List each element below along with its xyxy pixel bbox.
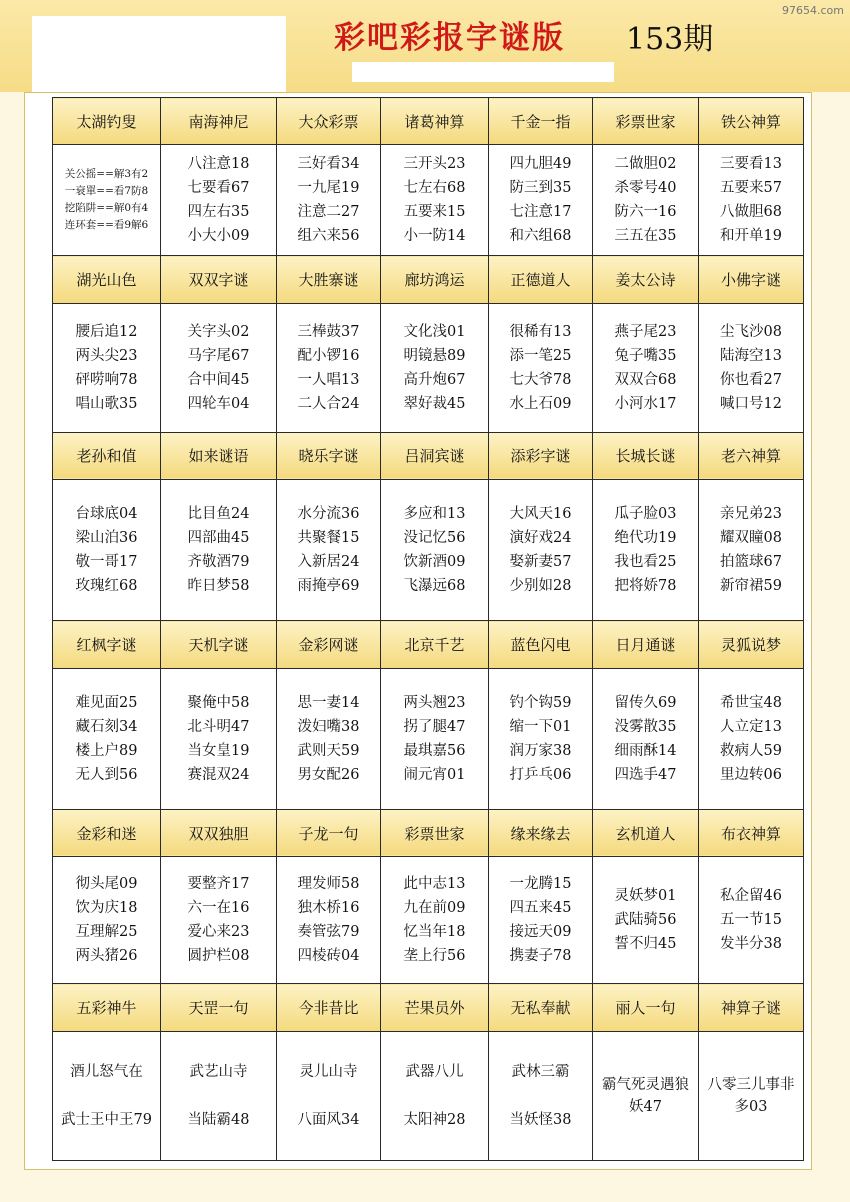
riddle-line: 四左右35 [187, 204, 250, 221]
column-author-name: 大众彩票 [277, 98, 381, 145]
riddle-line: 马字尾67 [187, 347, 250, 364]
riddle-line: 娶新妻57 [509, 554, 572, 571]
riddle-line: 最琪嘉56 [403, 742, 466, 759]
riddle-line: 五一节15 [720, 912, 782, 929]
riddle-line: 接远天09 [509, 924, 572, 941]
riddle-line: 明镜悬89 [403, 347, 466, 364]
column-author-name: 天罡一句 [161, 984, 277, 1031]
riddle-line: 和六组68 [509, 228, 572, 245]
column-author-name: 芒果员外 [381, 984, 489, 1031]
riddle-line: 小大小09 [187, 228, 250, 245]
riddle-line: 四棱砖04 [297, 948, 360, 965]
riddle-line: 挖陷阱==解0有4 [64, 202, 149, 215]
column-author-name: 长城长谜 [593, 432, 699, 479]
riddle-cell [161, 668, 277, 809]
riddle-cell [161, 303, 277, 432]
column-author-name: 无私奉献 [489, 984, 593, 1031]
riddle-line: 两头尖23 [75, 347, 138, 364]
riddle-line: 我也看25 [614, 554, 677, 571]
column-author-name: 红枫字谜 [53, 621, 161, 668]
riddle-line: 留传久69 [614, 694, 677, 711]
riddle-line: 连环套==看9解6 [64, 219, 149, 232]
riddle-line: 里边转06 [720, 766, 782, 783]
column-author-name: 老孙和值 [53, 432, 161, 479]
section-header-row [53, 621, 804, 668]
riddle-cell [277, 145, 381, 256]
riddle-cell [381, 857, 489, 984]
riddle-cell [489, 668, 593, 809]
riddle-line: 五要来15 [403, 204, 466, 221]
riddle-line: 一衰單==看7防8 [64, 185, 149, 198]
riddle-line: 七要看67 [187, 180, 250, 197]
riddle-line: 私企留46 [720, 888, 782, 905]
column-author-name: 今非昔比 [277, 984, 381, 1031]
riddle-line: 关字头02 [187, 323, 250, 340]
riddle-line: 入新居24 [297, 554, 360, 571]
riddle-cell [277, 1031, 381, 1160]
riddle-line: 人立定13 [720, 718, 782, 735]
section-body-row [53, 857, 804, 984]
riddle-line: 聚俺中58 [187, 694, 250, 711]
riddle-line: 文化浅01 [403, 323, 466, 340]
column-author-name: 布衣神算 [699, 809, 804, 856]
riddle-line: 救病人59 [720, 742, 782, 759]
riddle-cell [593, 145, 699, 256]
column-author-name: 铁公神算 [699, 98, 804, 145]
riddle-line: 携妻子78 [509, 948, 572, 965]
riddle-line: 难见面25 [75, 694, 138, 711]
riddle-sheet [24, 92, 812, 1170]
column-author-name: 老六神算 [699, 432, 804, 479]
column-author-name: 廊坊鸿运 [381, 256, 489, 303]
column-author-name: 日月通谜 [593, 621, 699, 668]
riddle-line: 武艺山寺 [189, 1063, 248, 1080]
riddle-line: 妖47 [629, 1098, 662, 1115]
section-header-row [53, 984, 804, 1031]
riddle-line: 武士王中王79 [61, 1111, 152, 1128]
riddle-line: 藏石刻34 [75, 718, 138, 735]
riddle-line: 七左右68 [403, 180, 466, 197]
riddle-cell [593, 857, 699, 984]
riddle-line: 钓个钩59 [509, 694, 572, 711]
column-author-name: 蓝色闪电 [489, 621, 593, 668]
column-author-name: 诸葛神算 [381, 98, 489, 145]
section-body-row [53, 303, 804, 432]
riddle-line: 杀零号40 [614, 180, 677, 197]
riddle-line: 缩一下01 [509, 718, 572, 735]
riddle-line: 陆海空13 [720, 347, 782, 364]
riddle-line: 奏管弦79 [297, 924, 360, 941]
riddle-line: 要整齐17 [187, 876, 250, 893]
riddle-line: 武器八儿 [405, 1063, 464, 1080]
riddle-line: 润万家38 [509, 742, 572, 759]
riddle-line: 无人到56 [75, 766, 138, 783]
issue-number: 153期 [626, 22, 714, 57]
riddle-line: 四轮车04 [187, 395, 250, 412]
riddle-cell [277, 303, 381, 432]
riddle-line: 三要看13 [720, 156, 782, 173]
riddle-cell [53, 480, 161, 621]
riddle-line: 耀双瞳08 [720, 530, 782, 547]
riddle-line: 誓不归45 [614, 936, 677, 953]
section-body-row [53, 480, 804, 621]
riddle-cell [381, 1031, 489, 1160]
column-author-name: 彩票世家 [593, 98, 699, 145]
riddle-line: 四五来45 [509, 900, 572, 917]
riddle-line: 饮新酒09 [403, 554, 466, 571]
riddle-cell [489, 857, 593, 984]
riddle-line: 和开单19 [720, 228, 782, 245]
riddle-line: 燕子尾23 [614, 323, 677, 340]
riddle-table [52, 97, 804, 1161]
riddle-cell [53, 1031, 161, 1160]
riddle-line: 三棒鼓37 [297, 323, 360, 340]
riddle-line: 玫瑰红68 [75, 578, 138, 595]
riddle-line: 小一防14 [403, 228, 466, 245]
section-body-row [53, 145, 804, 256]
riddle-line: 武陆骑56 [614, 912, 677, 929]
riddle-line: 理发师58 [297, 876, 360, 893]
riddle-line: 绝代功19 [614, 530, 677, 547]
riddle-line: 防三到35 [509, 180, 572, 197]
riddle-line: 雨掩亭69 [297, 578, 360, 595]
section-header-row [53, 809, 804, 856]
riddle-line: 北斗明47 [187, 718, 250, 735]
riddle-cell [593, 480, 699, 621]
riddle-line: 思一妻14 [297, 694, 360, 711]
riddle-cell [489, 1031, 593, 1160]
column-author-name: 湖光山色 [53, 256, 161, 303]
riddle-cell [277, 857, 381, 984]
riddle-line: 小河水17 [614, 395, 677, 412]
riddle-line: 尘飞沙08 [720, 323, 782, 340]
riddle-line: 武林三霸 [511, 1063, 570, 1080]
riddle-cell [699, 668, 804, 809]
riddle-line: 多应和13 [403, 506, 466, 523]
riddle-cell [381, 668, 489, 809]
riddle-cell [593, 1031, 699, 1160]
riddle-cell [277, 668, 381, 809]
riddle-line: 比目鱼24 [187, 506, 250, 523]
riddle-line: 饮为庆18 [75, 900, 138, 917]
column-author-name: 姜太公诗 [593, 256, 699, 303]
riddle-line: 当女皇19 [187, 742, 250, 759]
riddle-line: 八注意18 [187, 156, 250, 173]
column-author-name: 大胜寨谜 [277, 256, 381, 303]
riddle-line: 男女配26 [297, 766, 360, 783]
riddle-line: 腰后追12 [75, 323, 138, 340]
riddle-line: 八零三儿事非 [707, 1076, 795, 1093]
riddle-line: 细雨酥14 [614, 742, 677, 759]
column-author-name: 正德道人 [489, 256, 593, 303]
riddle-line: 灵儿山寺 [299, 1063, 358, 1080]
riddle-line: 添一笔25 [509, 347, 572, 364]
blank-panel-middle [352, 62, 614, 82]
riddle-line: 三好看34 [297, 156, 360, 173]
column-author-name: 天机字谜 [161, 621, 277, 668]
riddle-line: 当陆霸48 [187, 1111, 250, 1128]
riddle-line: 防六一16 [614, 204, 677, 221]
riddle-line: 兔子嘴35 [614, 347, 677, 364]
riddle-line: 发半分38 [720, 936, 782, 953]
riddle-cell [489, 145, 593, 256]
riddle-line: 二做胆02 [614, 156, 677, 173]
riddle-cell [53, 303, 161, 432]
riddle-line: 九在前09 [403, 900, 466, 917]
riddle-line: 八做胆68 [720, 204, 782, 221]
riddle-line: 拍篮球67 [720, 554, 782, 571]
riddle-cell [699, 857, 804, 984]
riddle-line: 瓜子脸03 [614, 506, 677, 523]
riddle-line: 一人唱13 [297, 371, 360, 388]
riddle-line: 敬一哥17 [75, 554, 138, 571]
riddle-cell [161, 480, 277, 621]
riddle-cell [381, 303, 489, 432]
riddle-line: 没雾散35 [614, 718, 677, 735]
riddle-line: 把将娇78 [614, 578, 677, 595]
riddle-cell [489, 480, 593, 621]
riddle-line: 四九胆49 [509, 156, 572, 173]
riddle-line: 两头猪26 [75, 948, 138, 965]
riddle-cell [699, 480, 804, 621]
site-watermark: 97654.com [782, 4, 844, 17]
riddle-line: 共聚餐15 [297, 530, 360, 547]
riddle-cell [699, 145, 804, 256]
riddle-line: 六一在16 [187, 900, 250, 917]
riddle-line: 注意二27 [297, 204, 360, 221]
riddle-line: 五要来57 [720, 180, 782, 197]
riddle-line: 关公摇==解3有2 [64, 168, 149, 181]
riddle-cell [161, 145, 277, 256]
column-author-name: 添彩字谜 [489, 432, 593, 479]
column-author-name: 五彩神牛 [53, 984, 161, 1031]
riddle-cell [699, 1031, 804, 1160]
riddle-line: 七大爷78 [509, 371, 572, 388]
column-author-name: 吕洞宾谜 [381, 432, 489, 479]
column-author-name: 双双字谜 [161, 256, 277, 303]
riddle-cell [593, 303, 699, 432]
riddle-line: 三开头23 [403, 156, 466, 173]
riddle-line: 二人合24 [297, 395, 360, 412]
riddle-line: 忆当年18 [403, 924, 466, 941]
riddle-line: 大风天16 [509, 506, 572, 523]
column-author-name: 小佛字谜 [699, 256, 804, 303]
riddle-line: 两头翘23 [403, 694, 466, 711]
riddle-line: 一九尾19 [297, 180, 360, 197]
column-author-name: 金彩和迷 [53, 809, 161, 856]
riddle-line: 八面风34 [297, 1111, 360, 1128]
riddle-cell [699, 303, 804, 432]
riddle-cell [161, 1031, 277, 1160]
riddle-line: 齐敬酒79 [187, 554, 250, 571]
riddle-line: 当妖怪38 [509, 1111, 572, 1128]
riddle-line: 武则天59 [297, 742, 360, 759]
riddle-line: 你也看27 [720, 371, 782, 388]
column-author-name: 北京千艺 [381, 621, 489, 668]
column-author-name: 缘来缘去 [489, 809, 593, 856]
riddle-cell [53, 145, 161, 256]
riddle-line: 组六来56 [297, 228, 360, 245]
column-author-name: 千金一指 [489, 98, 593, 145]
riddle-line: 一龙腾15 [509, 876, 572, 893]
riddle-line: 泼妇嘴38 [297, 718, 360, 735]
riddle-line: 三五在35 [614, 228, 677, 245]
riddle-line: 此中志13 [403, 876, 466, 893]
riddle-line: 飞瀑远68 [403, 578, 466, 595]
riddle-line: 拐了腿47 [403, 718, 466, 735]
riddle-line: 台球底04 [75, 506, 138, 523]
section-header-row [53, 256, 804, 303]
riddle-line: 四部曲45 [187, 530, 250, 547]
section-header-row [53, 432, 804, 479]
riddle-line: 彻头尾09 [75, 876, 138, 893]
riddle-cell [277, 480, 381, 621]
riddle-line: 很稀有13 [509, 323, 572, 340]
riddle-cell [593, 668, 699, 809]
column-author-name: 太湖钓叟 [53, 98, 161, 145]
riddle-line: 亲兄弟23 [720, 506, 782, 523]
riddle-line: 唱山歌35 [75, 395, 138, 412]
riddle-line: 喊口号12 [720, 395, 782, 412]
riddle-line: 砰唠响78 [75, 371, 138, 388]
riddle-line: 圆护栏08 [187, 948, 250, 965]
blank-panel-left [32, 16, 286, 94]
section-body-row [53, 1031, 804, 1160]
riddle-line: 少别如28 [509, 578, 572, 595]
riddle-line: 合中间45 [187, 371, 250, 388]
column-author-name: 双双独胆 [161, 809, 277, 856]
riddle-line: 独木桥16 [297, 900, 360, 917]
column-author-name: 神算子谜 [699, 984, 804, 1031]
column-author-name: 如来谜语 [161, 432, 277, 479]
riddle-line: 七注意17 [509, 204, 572, 221]
riddle-line: 没记忆56 [403, 530, 466, 547]
riddle-line: 灵妖梦01 [614, 888, 677, 905]
riddle-line: 多03 [734, 1098, 768, 1115]
section-header-row [53, 98, 804, 145]
riddle-line: 太阳神28 [403, 1111, 466, 1128]
column-author-name: 彩票世家 [381, 809, 489, 856]
riddle-line: 水上石09 [509, 395, 572, 412]
riddle-cell [489, 303, 593, 432]
riddle-line: 爱心来23 [187, 924, 250, 941]
riddle-line: 高升炮67 [403, 371, 466, 388]
page-title: 彩吧彩报字谜版 [334, 20, 565, 56]
riddle-line: 赛混双24 [187, 766, 250, 783]
column-author-name: 金彩网谜 [277, 621, 381, 668]
riddle-line: 垄上行56 [403, 948, 466, 965]
riddle-line: 配小锣16 [297, 347, 360, 364]
column-author-name: 晓乐字谜 [277, 432, 381, 479]
riddle-cell [161, 857, 277, 984]
column-author-name: 灵狐说梦 [699, 621, 804, 668]
column-author-name: 南海神尼 [161, 98, 277, 145]
riddle-line: 酒儿怒气在 [70, 1063, 143, 1080]
riddle-line: 打乒乓06 [509, 766, 572, 783]
riddle-line: 互理解25 [75, 924, 138, 941]
riddle-cell [381, 480, 489, 621]
riddle-cell [53, 668, 161, 809]
riddle-line: 演好戏24 [509, 530, 572, 547]
riddle-line: 四选手47 [614, 766, 677, 783]
section-body-row [53, 668, 804, 809]
column-author-name: 玄机道人 [593, 809, 699, 856]
riddle-line: 水分流36 [297, 506, 360, 523]
riddle-line: 翠好裁45 [403, 395, 466, 412]
riddle-line: 昨日梦58 [187, 578, 250, 595]
riddle-line: 楼上户89 [75, 742, 138, 759]
riddle-line: 新帘裙59 [720, 578, 782, 595]
riddle-line: 霸气死灵遇狼 [602, 1076, 689, 1093]
column-author-name: 丽人一句 [593, 984, 699, 1031]
riddle-line: 希世宝48 [720, 694, 782, 711]
riddle-line: 闹元宵01 [403, 766, 466, 783]
riddle-cell [53, 857, 161, 984]
column-author-name: 子龙一句 [277, 809, 381, 856]
riddle-line: 双双合68 [614, 371, 677, 388]
riddle-cell [381, 145, 489, 256]
riddle-line: 梁山泊36 [75, 530, 138, 547]
